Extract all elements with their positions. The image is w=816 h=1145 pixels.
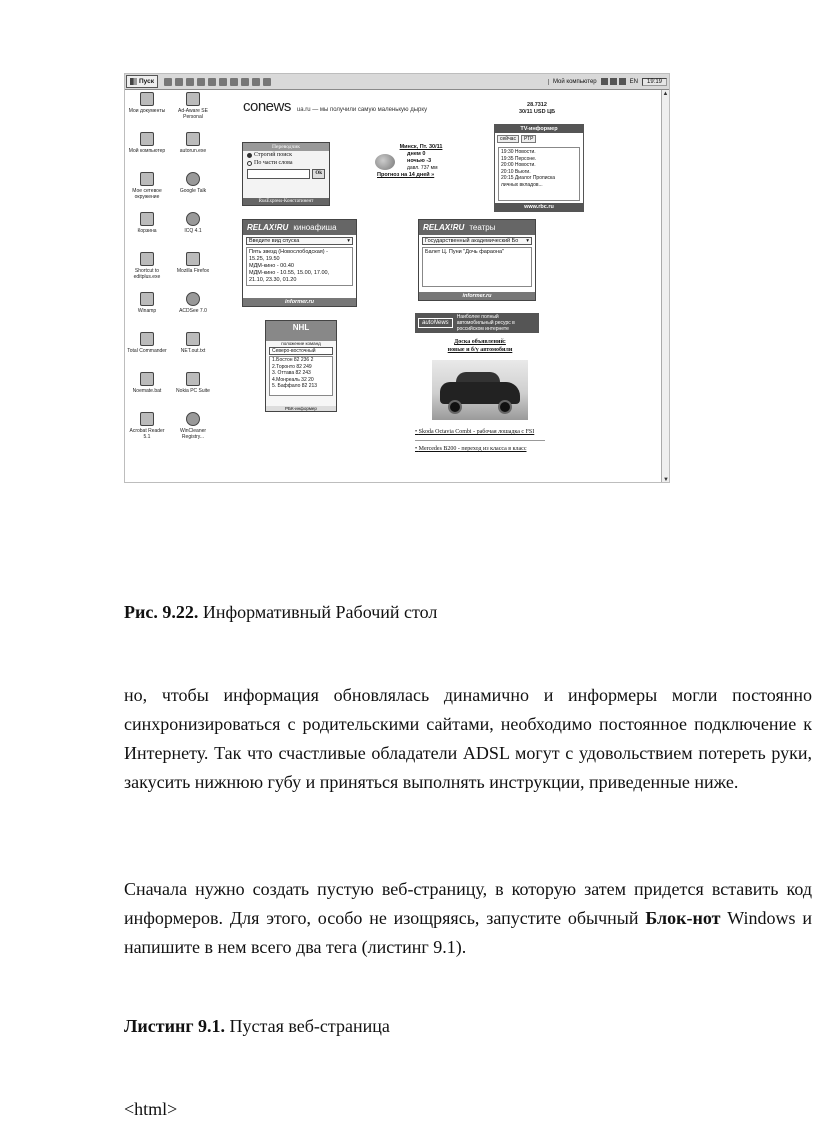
desktop-shortcut-label: Mozilla Firefox (176, 268, 210, 274)
computer-icon (140, 132, 154, 146)
desktop-shortcut-label: WinCleaner Registry... (179, 428, 207, 440)
desktop-shortcut[interactable] (173, 132, 213, 154)
desktop-shortcut-label: Total Commander (127, 348, 167, 354)
tray-icon[interactable] (619, 78, 626, 85)
tv-informer: TV-информер сейчас РТР 19:30 Новости. 19:35 Персоне. 20:00 Новости. 20:10 Вьюги. 20:15 Диалог Прописка личных вкладов... www.rbc.ru (494, 124, 584, 212)
quicklaunch-icon[interactable] (219, 78, 227, 86)
scroll-up-icon[interactable]: ▲ (662, 91, 669, 97)
text-file-icon (186, 332, 200, 346)
theatre-select[interactable]: Государственный академический Бо ▾ (422, 237, 532, 245)
translator-ok-button[interactable]: Ok (312, 169, 325, 179)
quicklaunch-icon[interactable] (241, 78, 249, 86)
desktop-screenshot (124, 73, 670, 483)
code-line: <html> (124, 1099, 178, 1119)
quicklaunch-icon[interactable] (263, 78, 271, 86)
news-logo[interactable]: conews ua.ru — мы получили самую маленькую дырку (243, 98, 428, 115)
quicklaunch-icon[interactable] (175, 78, 183, 86)
media-icon (140, 292, 154, 306)
system-tray (601, 78, 626, 85)
pdf-icon (140, 412, 154, 426)
car-photo[interactable] (432, 360, 528, 420)
divider (415, 440, 545, 441)
desktop-shortcut-label: Shortcut to editplus.exe (133, 268, 161, 280)
nhl-division-select[interactable]: Северо-восточный (269, 347, 333, 355)
cinema-informer: RELAX!RU киноафиша Введите вид спуска ▾ Пять звезд (Новослободская) - 15.25, 19.50 МДМ-кино - 00.40 МДМ-кино - 10.55, 15.00, 17.00, 21.10, 23.30, 01.20 informer.ru (242, 219, 357, 307)
desktop-shortcut[interactable] (127, 252, 167, 280)
currency-informer: 28.7312 30/11 USD ЦБ (518, 102, 556, 115)
translator-input[interactable] (247, 169, 310, 179)
desktop-shortcut-label: Мои документы (128, 108, 166, 114)
shortcut-icon (140, 252, 154, 266)
ad-link[interactable]: • Mercedes B200 - переход из класса в класс (415, 445, 545, 453)
desktop-shortcut-label: Ad-Aware SE Personal (178, 108, 208, 120)
ad-link[interactable]: • Skoda Octavia Combi - рабочая лошадка с FSI (415, 428, 545, 436)
browser-icon (186, 252, 200, 266)
chevron-down-icon: ▾ (526, 238, 529, 244)
tv-footer-link[interactable]: www.rbc.ru (495, 203, 583, 211)
scroll-down-icon[interactable]: ▼ (663, 477, 669, 483)
script-icon (140, 372, 154, 386)
translator-footer-link[interactable]: RusExpress-Констатинент (243, 198, 329, 205)
nhl-logo: NHL (266, 321, 336, 341)
language-indicator[interactable]: EN (629, 78, 638, 85)
partial-search-radio[interactable]: По части слова (243, 159, 329, 167)
theatre-footer-link[interactable]: informer.ru (419, 292, 535, 300)
desktop-shortcut[interactable] (173, 292, 213, 314)
desktop-shortcut-label: ICQ 4.1 (184, 228, 202, 234)
desktop-shortcut-label: Winamp (137, 308, 157, 314)
tv-time-select[interactable]: сейчас (497, 135, 519, 143)
quicklaunch-icon[interactable] (186, 78, 194, 86)
theatre-list[interactable]: Балет Ц. Пуни "Дочь фараона" (422, 247, 532, 287)
desktop-shortcut[interactable] (173, 92, 213, 120)
tray-icon[interactable] (601, 78, 608, 85)
strict-search-radio[interactable]: Строгий поиск (243, 151, 329, 159)
app-icon (186, 132, 200, 146)
desktop-shortcut[interactable] (127, 92, 167, 114)
cinema-footer-link[interactable]: informer.ru (243, 298, 356, 306)
app-icon (186, 92, 200, 106)
car-ads-board (415, 338, 545, 457)
cinema-select[interactable]: Введите вид спуска ▾ (246, 237, 353, 245)
phone-icon (186, 372, 200, 386)
clock: 19:19 (642, 78, 667, 86)
quicklaunch-icon[interactable] (208, 78, 216, 86)
desktop-shortcut[interactable] (127, 412, 167, 440)
desktop-shortcut-label: Nokia PC Suite (176, 388, 210, 394)
taskbar (125, 74, 670, 90)
quicklaunch-icon[interactable] (230, 78, 238, 86)
figure-caption: Рис. 9.22. Информативный Рабочий стол (124, 602, 438, 622)
quicklaunch-icon[interactable] (252, 78, 260, 86)
talk-icon (186, 172, 200, 186)
taskbar-my-computer[interactable]: Мой компьютер (548, 79, 597, 85)
windows-logo-icon (130, 78, 137, 85)
icq-icon (186, 212, 200, 226)
cinema-list[interactable]: Пять звезд (Новослободская) - 15.25, 19.50 МДМ-кино - 00.40 МДМ-кино - 10.55, 15.00, 17.00, 21.10, 23.30, 01.20 (246, 247, 353, 286)
desktop-shortcut[interactable] (127, 372, 167, 394)
desktop-shortcut-label: Noemate.bat (132, 388, 162, 394)
cloud-icon (375, 154, 395, 170)
paragraph: Сначала нужно создать пустую веб-страницу, в которую затем придется вставить код информеров. Для этого, особо не изощряясь, запустите обычный Блок-нот Windows и напишите в нем всего два тега (листинг 9.1). (124, 879, 813, 957)
disk-icon (140, 332, 154, 346)
weather-informer: Минск, Пт. 30/11 днем 0 ночью -3 давл. 737 мм Прогноз на 14 дней » (373, 144, 453, 179)
nhl-informer: NHL положение команд Северо-восточный 1.Бостон 82 236 2 2.Торонто 82 249 3. Оттава 82 243 4.Монреаль 32 20 5. Баффало 82 213 РБК-информер (265, 320, 337, 412)
viewer-icon (186, 292, 200, 306)
tv-channel-select[interactable]: РТР (521, 135, 537, 143)
board-title-link[interactable]: Доска объявлений: (454, 339, 506, 345)
desktop-shortcut[interactable] (127, 172, 167, 200)
vertical-scrollbar[interactable] (661, 90, 669, 483)
desktop-shortcut-label: Мой компьютер (128, 148, 166, 154)
desktop-shortcut-label: Google Talk (179, 188, 207, 194)
desktop-shortcut-label: Мое сетевое окружение (132, 188, 162, 200)
theatre-informer: RELAX!RU театры Государственный академический Бо ▾ Балет Ц. Пуни "Дочь фараона" informer.ru (418, 219, 536, 301)
desktop-shortcut[interactable] (127, 292, 167, 314)
chevron-down-icon: ▾ (347, 238, 350, 244)
quick-launch (164, 78, 271, 86)
start-button[interactable]: Пуск (126, 75, 158, 88)
forecast-link[interactable]: Прогноз на 14 дней » (377, 172, 435, 178)
paragraph: но, чтобы информация обновлялась динамично и информеры могли постоянно синхронизироваться с родительскими сайтами, необходимо постоянное подключение к Интернету. Так что счастливые обладатели ADSL могут с удовольствием потереть руки, закусить нижнюю губу и приняться выполнять инструкции, приведенные ниже. (124, 685, 812, 792)
desktop-shortcut[interactable] (173, 412, 213, 440)
tv-program-list[interactable]: 19:30 Новости. 19:35 Персоне. 20:00 Новости. 20:10 Вьюги. 20:15 Диалог Прописка личных вкладов... (498, 147, 580, 201)
desktop-shortcut-label: autorun.exe (179, 148, 207, 154)
board-subtitle-link[interactable]: новые и б/у автомобили (447, 347, 513, 353)
translator-widget: Переводчик Строгий поиск По части слова Ok RusExpress-Констатинент (242, 142, 330, 206)
listing-caption: Листинг 9.1. Пустая веб-страница (124, 1016, 390, 1036)
desktop-shortcut-label: Корзина (137, 228, 157, 234)
desktop-shortcut[interactable] (127, 332, 167, 354)
nhl-footer-link[interactable]: РБК-информер (266, 406, 336, 411)
weather-title-link[interactable]: Минск, Пт. 30/11 (399, 144, 443, 150)
cleaner-icon (186, 412, 200, 426)
desktop-shortcut[interactable] (173, 252, 213, 274)
network-icon (140, 172, 154, 186)
tray-icon[interactable] (610, 78, 617, 85)
desktop-shortcut[interactable] (173, 172, 213, 194)
autonews-banner[interactable]: autoNews Наиболее полный автомобильный ресурс в российском интернете (415, 313, 539, 333)
desktop-shortcut-label: Acrobat Reader 5.1 (129, 428, 165, 440)
desktop-shortcut[interactable] (173, 332, 213, 354)
desktop-shortcut[interactable] (173, 372, 213, 394)
desktop-shortcut[interactable] (173, 212, 213, 234)
desktop-shortcut[interactable] (127, 132, 167, 154)
quicklaunch-icon[interactable] (164, 78, 172, 86)
nhl-standings-list[interactable]: 1.Бостон 82 236 2 2.Торонто 82 249 3. Оттава 82 243 4.Монреаль 32 20 5. Баффало 82 213 (269, 356, 333, 396)
quicklaunch-icon[interactable] (197, 78, 205, 86)
desktop-shortcut[interactable] (127, 212, 167, 234)
desktop-shortcut-label: ACDSee 7.0 (179, 308, 207, 314)
trash-icon (140, 212, 154, 226)
desktop-shortcut-label: NET.out.txt (180, 348, 206, 354)
folder-icon (140, 92, 154, 106)
